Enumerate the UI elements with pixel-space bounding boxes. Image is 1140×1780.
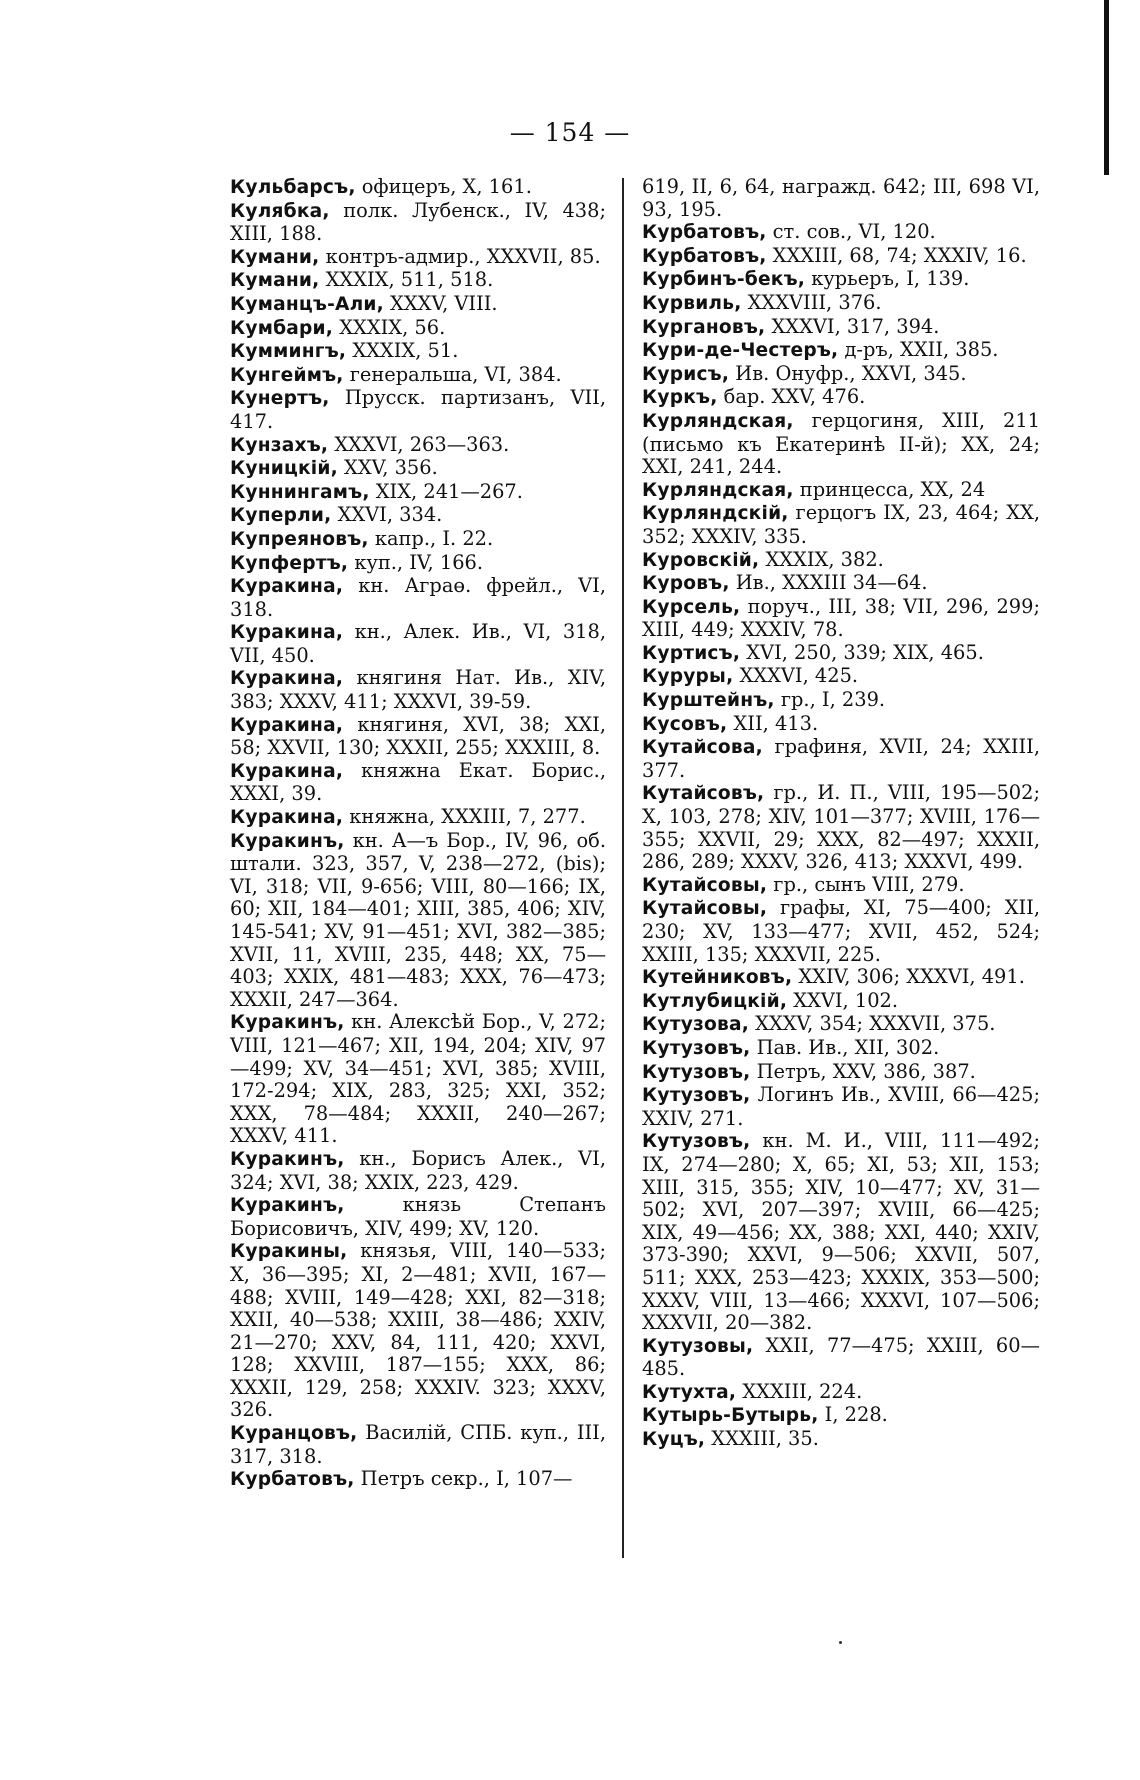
entry-heading: Кутлубицкій, (642, 990, 788, 1012)
index-entry (642, 1428, 1040, 1452)
entry-heading: Кутайсовы, (642, 898, 768, 920)
entry-references: XXXIX, 382. (759, 547, 884, 571)
index-entry (230, 504, 606, 528)
entry-references: XXXVI, 425. (733, 664, 859, 688)
entry-references: I, 228. (818, 1403, 888, 1427)
entry-references: XXIV, 306; XXXVI, 491. (792, 965, 1025, 989)
entry-references: XXXVIII, 376. (741, 290, 882, 314)
entry-references: князь Степанъ Борисовичъ, XIV, 499; XV, 120. (230, 1193, 606, 1240)
index-entry (642, 1130, 1040, 1334)
index-entry (642, 502, 1040, 548)
entry-heading: Куракина, (230, 622, 344, 644)
entry-references: кн., Борисъ Алек., VI, 324; XVI, 38; XXIX, 223, 429. (230, 1146, 606, 1194)
index-entry (642, 1335, 1040, 1381)
entry-heading: Курбатовъ, (642, 222, 767, 244)
index-entry (230, 575, 606, 621)
entry-heading: Кумбари, (230, 317, 334, 339)
entry-heading: Курбатовъ, (642, 245, 767, 267)
entry-heading: Кутузова, (642, 1014, 749, 1036)
index-entry (642, 1404, 1040, 1428)
index-entry (642, 782, 1040, 873)
index-entry (642, 713, 1040, 737)
entry-heading: Куперли, (230, 505, 332, 527)
index-entry (642, 1061, 1040, 1085)
column-divider (622, 178, 624, 1558)
index-entry (642, 874, 1040, 898)
entry-heading: Кунертъ, (230, 388, 330, 410)
index-entry (642, 410, 1040, 479)
index-entry (642, 221, 1040, 245)
entry-references: гр., сынъ VIII, 279. (767, 872, 965, 896)
entry-heading: Кутейниковъ, (642, 967, 793, 989)
entry-heading: Кумани, (230, 246, 320, 268)
entry-heading: Куннингамъ, (230, 481, 370, 503)
entry-references: офицеръ, X, 161. (355, 175, 532, 198)
index-entry (230, 246, 606, 270)
entry-heading: Купреяновъ, (230, 528, 369, 550)
entry-references: XXXV, 354; XXXVII, 375. (748, 1012, 996, 1036)
entry-references: XXV, 356. (337, 456, 438, 480)
entry-heading: Кутузовъ, (642, 1085, 751, 1107)
entry-heading: Куницкій, (230, 458, 338, 480)
left-column (230, 176, 606, 1492)
entry-heading: Кутайсовъ, (642, 783, 765, 805)
entry-references: княгиня, XVI, 38; XXI, 58; XXVII, 130; XXXII, 255; XXXIII, 8. (230, 712, 606, 760)
entry-heading: Куманцъ-Али, (230, 293, 384, 315)
entry-heading: Куруры, (642, 666, 734, 688)
entry-heading: Куракина, (230, 576, 344, 598)
index-entry (230, 667, 606, 713)
page-number: — 154 — (509, 118, 631, 147)
index-entry (642, 386, 1040, 410)
entry-references: XXXIX, 51. (346, 339, 459, 363)
index-entry (230, 1240, 606, 1422)
entry-heading: Курляндская, (642, 479, 794, 501)
entry-heading: Куцъ, (642, 1429, 706, 1451)
entry-heading: Кусовъ, (642, 713, 728, 735)
page-edge-bar (1104, 0, 1109, 175)
entry-heading: Куракина, (230, 714, 344, 736)
entry-references: гр., I, 239. (774, 688, 886, 712)
entry-heading: Куранцовъ, (230, 1423, 358, 1445)
entry-references: XXVI, 334. (331, 503, 443, 527)
index-entry (642, 245, 1040, 269)
entry-references: 619, II, 6, 64, награжд. 642; III, 698 VI, 93, 195. (642, 175, 1040, 221)
entry-heading: Курисъ, (642, 363, 730, 385)
index-entry (642, 176, 1040, 221)
index-entry (230, 760, 606, 806)
entry-heading: Купфертъ, (230, 552, 349, 574)
entry-references: XXVI, 102. (787, 988, 899, 1012)
entry-references: князья, VIII, 140—533; X, 36—395; XI, 2—481; XVII, 167—488; XVIII, 149—428; XXI, 82—318; XXII, 40—538; XXIII, 38—486; XXIV, 21—270; XXV, 84, 111, 420; XXVI, 128; XXVIII, 187—155; XXX, 86; XXXII, 129, 258; XXXIV. 323; XXXV, 326. (230, 1239, 606, 1422)
index-entry (642, 292, 1040, 316)
index-entry (642, 689, 1040, 713)
index-entry (642, 596, 1040, 642)
entry-references: куп., IV, 166. (348, 550, 484, 574)
index-entry (642, 549, 1040, 573)
entry-references: XXXIII, 35. (705, 1427, 819, 1451)
entry-references: XVI, 250, 339; XIX, 465. (740, 640, 984, 664)
index-entry (642, 1013, 1040, 1037)
index-entry (642, 1381, 1040, 1405)
entry-heading: Куракинъ, (230, 1148, 345, 1170)
entry-references: Ив., XXXIII 34—64. (729, 571, 928, 595)
index-entry (642, 966, 1040, 990)
index-entry (230, 293, 606, 317)
index-entry (642, 1084, 1040, 1130)
entry-references: курьеръ, I, 139. (805, 267, 970, 291)
entry-references: XXXVI, 317, 394. (765, 314, 940, 338)
entry-references: XXXIII, 68, 74; XXXIV, 16. (766, 243, 1027, 267)
entry-references: полк. Лубенск., IV, 438; XIII, 188. (230, 198, 606, 246)
index-entry (230, 1422, 606, 1468)
index-entry (642, 642, 1040, 666)
index-entry (230, 528, 606, 552)
entry-heading: Куровъ, (642, 573, 730, 595)
entry-references: Василій, СПБ. куп., III, 317, 318. (230, 1421, 606, 1468)
index-entry (642, 572, 1040, 596)
entry-references: поруч., III, 38; VII, 296, 299; XIII, 449; XXXIV, 78. (642, 594, 1040, 642)
entry-heading: Кутухта, (642, 1381, 737, 1403)
entry-references: XXXIX, 511, 518. (319, 268, 494, 292)
entry-references: капр., I. 22. (368, 526, 494, 550)
entry-references: кн. Аграө. фрейл., VI, 318. (230, 574, 606, 621)
index-entry (230, 317, 606, 341)
index-entry (230, 1148, 606, 1194)
entry-references: XXXVI, 263—363. (328, 432, 510, 456)
entry-references: Прусск. партизанъ, VII, 417. (230, 386, 606, 433)
index-entry (642, 268, 1040, 292)
entry-references: кн. М. И., VIII, 111—492; IX, 274—280; X, 65; XI, 53; XII, 153; XIII, 315, 355; XIV, 10—477; XV, 31—502; XVI, 207—397; XVIII, 66—425; XIX, 49—456; XX, 388; XXI, 440; XXIV, 373-390; XXVI, 9—506; XXVII, 507, 511; XXX, 253—423; XXXIX, 353—500; XXXV, VIII, 13—466; XXXVI, 107—506; XXXVII, 20—382. (642, 1129, 1040, 1335)
entry-heading: Курляндскій, (642, 503, 789, 525)
entry-references: ст. сов., VI, 120. (766, 220, 936, 244)
entry-heading: Кутырь-Бутырь, (642, 1405, 819, 1427)
entry-heading: Курвиль, (642, 292, 742, 314)
entry-references: XXXIX, 56. (333, 315, 446, 339)
index-entry (230, 1011, 606, 1148)
entry-heading: Курбинъ-бекъ, (642, 269, 806, 291)
index-entry (230, 434, 606, 458)
index-entry (642, 1037, 1040, 1061)
entry-heading: Куммингъ, (230, 341, 347, 363)
index-entry (642, 665, 1040, 689)
index-entry (230, 481, 606, 505)
entry-heading: Курштейнъ, (642, 690, 775, 712)
entry-heading: Кургановъ, (642, 316, 766, 338)
entry-heading: Курбатовъ, (230, 1469, 355, 1491)
index-entry (230, 1468, 606, 1492)
entry-heading: Куракины, (230, 1241, 348, 1263)
index-entry (230, 1194, 606, 1240)
entry-heading: Куракинъ, (230, 1012, 345, 1034)
entry-heading: Курляндская, (642, 410, 794, 432)
entry-heading: Кулябка, (230, 200, 330, 222)
entry-references: бар. XXV, 476. (717, 385, 866, 409)
entry-references: XXXV, VIII. (383, 291, 498, 315)
index-entry (230, 621, 606, 667)
entry-references: Петръ секр., I, 107— (354, 1467, 573, 1491)
index-entry (230, 340, 606, 364)
entry-heading: Куракина, (230, 668, 344, 690)
entry-heading: Кутузовы, (642, 1335, 754, 1357)
index-entry (230, 364, 606, 388)
entry-references: княжна, XXXIII, 7, 277. (343, 805, 586, 829)
entry-references: XXII, 77—475; XXIII, 60—485. (642, 1333, 1040, 1381)
index-entry (230, 269, 606, 293)
entry-heading: Куракинъ, (230, 1195, 345, 1217)
index-entry (230, 387, 606, 433)
entry-heading: Кутузовъ, (642, 1037, 751, 1059)
index-entry (230, 552, 606, 576)
index-entry (642, 897, 1040, 966)
index-entry (642, 479, 1040, 503)
index-entry (230, 200, 606, 246)
entry-heading: Кури-де-Честеръ, (642, 340, 839, 362)
entry-references: Логинъ Ив., XVIII, 66—425; XXIV, 271. (642, 1083, 1040, 1130)
index-entry (230, 714, 606, 760)
entry-references: княгиня Нат. Ив., XIV, 383; XXXV, 411; XXXVI, 39-59. (230, 666, 606, 714)
entry-heading: Кутайсова, (642, 737, 763, 759)
entry-heading: Кунгеймъ, (230, 364, 344, 386)
entry-heading: Кульбарсъ, (230, 177, 356, 198)
entry-references: XIX, 241—267. (369, 479, 523, 503)
entry-references: княжна Екат. Борис., XXXI, 39. (230, 758, 606, 806)
entry-references: Ив. Онуфр., XXVI, 345. (729, 361, 967, 385)
speck-mark (839, 1641, 842, 1644)
entry-references: герцогиня, XIII, 211 (письмо къ Екатеринѣ II-й); XX, 24; XXI, 241, 244. (642, 408, 1040, 479)
index-entry (230, 830, 606, 1012)
entry-references: гр., И. П., VIII, 195—502; X, 103, 278; XIV, 101—377; XVIII, 176—355; XXVII, 29; XXX, 82—497; XXXII, 286, 289; XXXV, 326, 413; XXXVI, 499. (642, 781, 1040, 874)
index-entry (642, 316, 1040, 340)
entry-heading: Кутузовъ, (642, 1061, 751, 1083)
entry-heading: Куракина, (230, 760, 344, 782)
entry-references: принцесса, XX, 24 (793, 477, 986, 501)
index-entry (642, 363, 1040, 387)
entry-references: герцогъ IX, 23, 464; XX, 352; XXXIV, 335. (642, 501, 1040, 548)
entry-heading: Куракина, (230, 807, 344, 829)
entry-references: кн. Алексѣй Бор., V, 272; VIII, 121—467; XII, 194, 204; XIV, 97—499; XV, 34—451; XVI, 385; XVIII, 172-294; XIX, 283, 325; XXI, 352; XXX, 78—484; XXXII, 240—267; XXXV, 411. (230, 1010, 606, 1148)
entry-references: графы, XI, 75—400; XII, 230; XV, 133—477; XVII, 452, 524; XXIII, 135; XXXVII, 225. (642, 896, 1040, 966)
entry-references: графиня, XVII, 24; XXIII, 377. (642, 735, 1040, 782)
index-entry (642, 339, 1040, 363)
entry-references: XII, 413. (727, 711, 819, 735)
entry-heading: Куркъ, (642, 387, 718, 409)
entry-heading: Курсель, (642, 596, 741, 618)
entry-heading: Кутайсовы, (642, 874, 768, 896)
entry-heading: Куртисъ, (642, 642, 741, 664)
entry-references: XXXIII, 224. (736, 1379, 863, 1403)
entry-references: Пав. Ив., XII, 302. (750, 1035, 940, 1059)
entry-references: кн., Алек. Ив., VI, 318, VII, 450. (230, 620, 606, 667)
entry-heading: Куракинъ, (230, 830, 345, 852)
entry-heading: Куровскій, (642, 549, 760, 571)
entry-heading: Кутузовъ, (642, 1131, 751, 1153)
index-entry (642, 990, 1040, 1014)
entry-references: контръ-адмир., XXXVII, 85. (319, 244, 601, 268)
index-entry (642, 736, 1040, 782)
entry-heading: Кунзахъ, (230, 434, 329, 456)
index-entry (230, 457, 606, 481)
entry-references: Петръ, XXV, 386, 387. (750, 1059, 976, 1083)
entry-heading: Кумани, (230, 270, 320, 292)
index-entry (230, 806, 606, 830)
right-column (642, 176, 1040, 1452)
entry-references: кн. А—ъ Бор., IV, 96, об. штали. 323, 357, V, 238—272, (bis); VI, 318; VII, 9-656; VIII, 80—166; IX, 60; XII, 184—401; XIII, 385, 406; XIV, 145-541; XV, 91—451; XVI, 382—385; XVII, 11, XVIII, 235, 448; XX, 75—403; XXIX, 481—483; XXX, 76—473; XXXII, 247—364. (230, 828, 606, 1011)
entry-references: д-ръ, XXII, 385. (838, 338, 999, 362)
entry-references: генеральша, VI, 384. (343, 362, 562, 386)
index-entry (230, 176, 606, 200)
